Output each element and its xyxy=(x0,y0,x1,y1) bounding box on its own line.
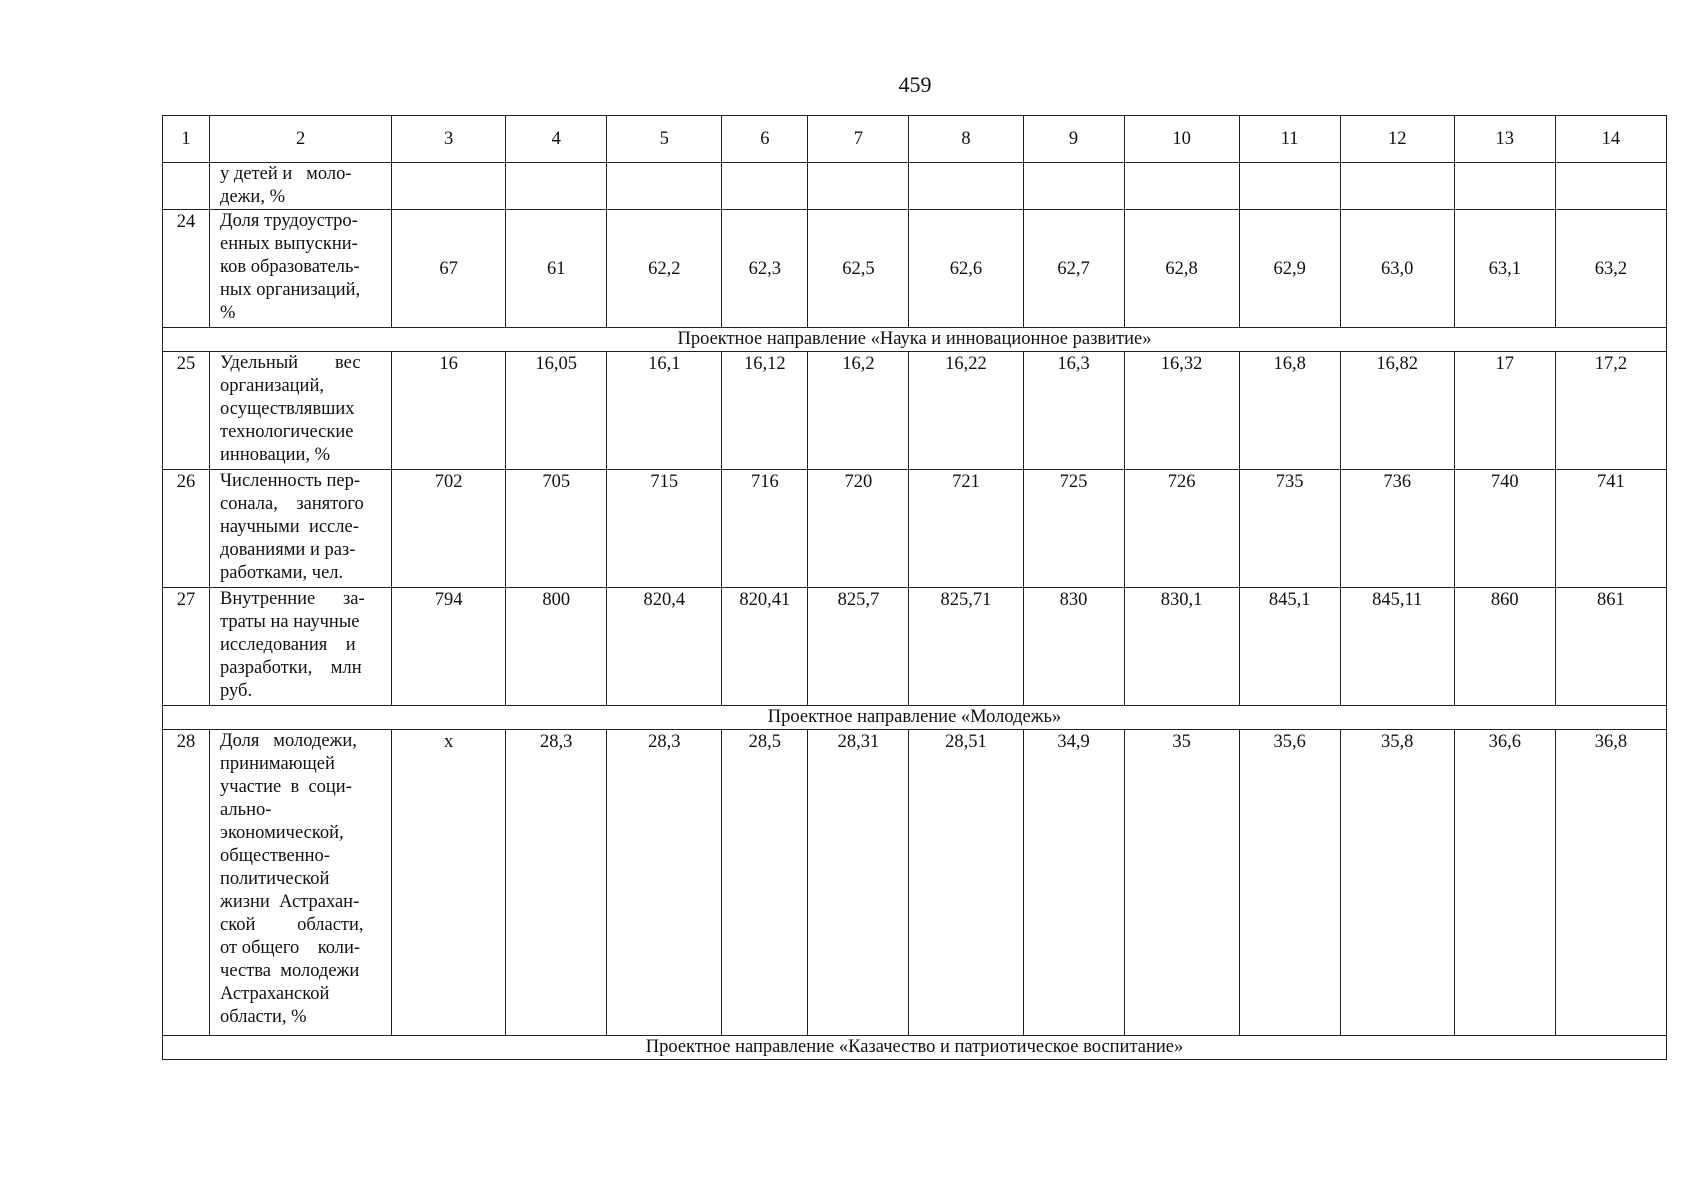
value-cell: 861 xyxy=(1555,588,1666,706)
value-cell: 736 xyxy=(1340,470,1454,588)
value-cell: 16,1 xyxy=(607,352,722,470)
value-cell xyxy=(1340,163,1454,210)
value-cell: 720 xyxy=(808,470,909,588)
value-cell xyxy=(1239,163,1340,210)
section-heading: Проектное направление «Наука и инновационное развитие» xyxy=(163,328,1667,352)
value-cell: 28,31 xyxy=(808,730,909,1036)
value-cell: 16,32 xyxy=(1124,352,1239,470)
value-cell xyxy=(506,163,607,210)
value-cell: 715 xyxy=(607,470,722,588)
row-number-cell: 27 xyxy=(163,588,210,706)
section-heading: Проектное направление «Казачество и патриотическое воспитание» xyxy=(163,1036,1667,1060)
value-cell: 16,3 xyxy=(1023,352,1124,470)
value-cell: 794 xyxy=(392,588,506,706)
indicators-table xyxy=(162,115,1667,1060)
row-number-cell: 24 xyxy=(163,210,210,328)
value-cell: 62,9 xyxy=(1239,210,1340,328)
value-cell: 28,3 xyxy=(506,730,607,1036)
column-number-header: 13 xyxy=(1454,116,1555,163)
value-cell: 830 xyxy=(1023,588,1124,706)
column-number-header: 4 xyxy=(506,116,607,163)
value-cell: 735 xyxy=(1239,470,1340,588)
indicator-name: Доля трудоустро- енных выпускни- ков образователь- ных организаций, % xyxy=(210,210,392,328)
value-cell: 17,2 xyxy=(1555,352,1666,470)
column-number-header: 12 xyxy=(1340,116,1454,163)
value-cell: 845,11 xyxy=(1340,588,1454,706)
table-row xyxy=(163,210,1667,328)
value-cell xyxy=(909,163,1023,210)
value-cell: 716 xyxy=(722,470,808,588)
value-cell: 67 xyxy=(392,210,506,328)
value-cell: 825,71 xyxy=(909,588,1023,706)
column-number-header-row xyxy=(163,116,1667,163)
row-number-cell xyxy=(163,163,210,210)
value-cell: 845,1 xyxy=(1239,588,1340,706)
value-cell xyxy=(808,163,909,210)
value-cell: 16,8 xyxy=(1239,352,1340,470)
value-cell: 820,41 xyxy=(722,588,808,706)
column-number-header: 10 xyxy=(1124,116,1239,163)
value-cell: 17 xyxy=(1454,352,1555,470)
value-cell: 16,2 xyxy=(808,352,909,470)
continuation-row xyxy=(163,163,1667,210)
column-number-header: 7 xyxy=(808,116,909,163)
column-number-header: 2 xyxy=(210,116,392,163)
column-number-header: 14 xyxy=(1555,116,1666,163)
value-cell: 62,7 xyxy=(1023,210,1124,328)
indicator-name: Удельный вес организаций, осуществлявших технологические инновации, % xyxy=(210,352,392,470)
section-heading-row xyxy=(163,1036,1667,1060)
value-cell: 726 xyxy=(1124,470,1239,588)
indicator-name-continuation: у детей и моло- дежи, % xyxy=(210,163,392,210)
row-number-cell: 26 xyxy=(163,470,210,588)
value-cell: 800 xyxy=(506,588,607,706)
row-number-cell: 25 xyxy=(163,352,210,470)
value-cell: 825,7 xyxy=(808,588,909,706)
value-cell: 741 xyxy=(1555,470,1666,588)
value-cell: 705 xyxy=(506,470,607,588)
value-cell: 62,2 xyxy=(607,210,722,328)
value-cell: 16,22 xyxy=(909,352,1023,470)
indicator-name: Доля молодежи, принимающей участие в соци- ально- экономической, общественно- политической жизни Астрахан- ской области, от общего коли- чества молодежи Астраханской области, % xyxy=(210,730,392,1036)
section-heading-row xyxy=(163,328,1667,352)
value-cell: 16,05 xyxy=(506,352,607,470)
value-cell: 721 xyxy=(909,470,1023,588)
indicator-name: Численность пер- сонала, занятого научными иссле- дованиями и раз- работками, чел. xyxy=(210,470,392,588)
value-cell: 63,0 xyxy=(1340,210,1454,328)
value-cell: 725 xyxy=(1023,470,1124,588)
table-row xyxy=(163,730,1667,1036)
section-heading: Проектное направление «Молодежь» xyxy=(163,706,1667,730)
column-number-header: 11 xyxy=(1239,116,1340,163)
column-number-header: 9 xyxy=(1023,116,1124,163)
value-cell: 34,9 xyxy=(1023,730,1124,1036)
value-cell: 860 xyxy=(1454,588,1555,706)
value-cell: 702 xyxy=(392,470,506,588)
value-cell: 16,12 xyxy=(722,352,808,470)
value-cell: 16 xyxy=(392,352,506,470)
value-cell: 16,82 xyxy=(1340,352,1454,470)
row-number-cell: 28 xyxy=(163,730,210,1036)
value-cell: 35,8 xyxy=(1340,730,1454,1036)
value-cell xyxy=(1023,163,1124,210)
value-cell xyxy=(392,163,506,210)
value-cell: 63,2 xyxy=(1555,210,1666,328)
value-cell xyxy=(1454,163,1555,210)
value-cell: 63,1 xyxy=(1454,210,1555,328)
value-cell: 62,6 xyxy=(909,210,1023,328)
column-number-header: 8 xyxy=(909,116,1023,163)
value-cell xyxy=(722,163,808,210)
value-cell: 61 xyxy=(506,210,607,328)
column-number-header: 6 xyxy=(722,116,808,163)
value-cell xyxy=(1124,163,1239,210)
value-cell xyxy=(607,163,722,210)
value-cell: 62,5 xyxy=(808,210,909,328)
value-cell: 36,8 xyxy=(1555,730,1666,1036)
section-heading-row xyxy=(163,706,1667,730)
table-row xyxy=(163,352,1667,470)
indicator-name: Внутренние за- траты на научные исследования и разработки, млн руб. xyxy=(210,588,392,706)
table-row xyxy=(163,470,1667,588)
value-cell: 28,3 xyxy=(607,730,722,1036)
page-number: 459 xyxy=(898,72,932,97)
value-cell: 62,8 xyxy=(1124,210,1239,328)
value-cell xyxy=(1555,163,1666,210)
value-cell: 35 xyxy=(1124,730,1239,1036)
value-cell: 28,51 xyxy=(909,730,1023,1036)
column-number-header: 3 xyxy=(392,116,506,163)
value-cell: 830,1 xyxy=(1124,588,1239,706)
table-row xyxy=(163,588,1667,706)
value-cell: 820,4 xyxy=(607,588,722,706)
column-number-header: 1 xyxy=(163,116,210,163)
value-cell: 740 xyxy=(1454,470,1555,588)
value-cell: 35,6 xyxy=(1239,730,1340,1036)
value-cell: 62,3 xyxy=(722,210,808,328)
value-cell: х xyxy=(392,730,506,1036)
value-cell: 36,6 xyxy=(1454,730,1555,1036)
column-number-header: 5 xyxy=(607,116,722,163)
value-cell: 28,5 xyxy=(722,730,808,1036)
